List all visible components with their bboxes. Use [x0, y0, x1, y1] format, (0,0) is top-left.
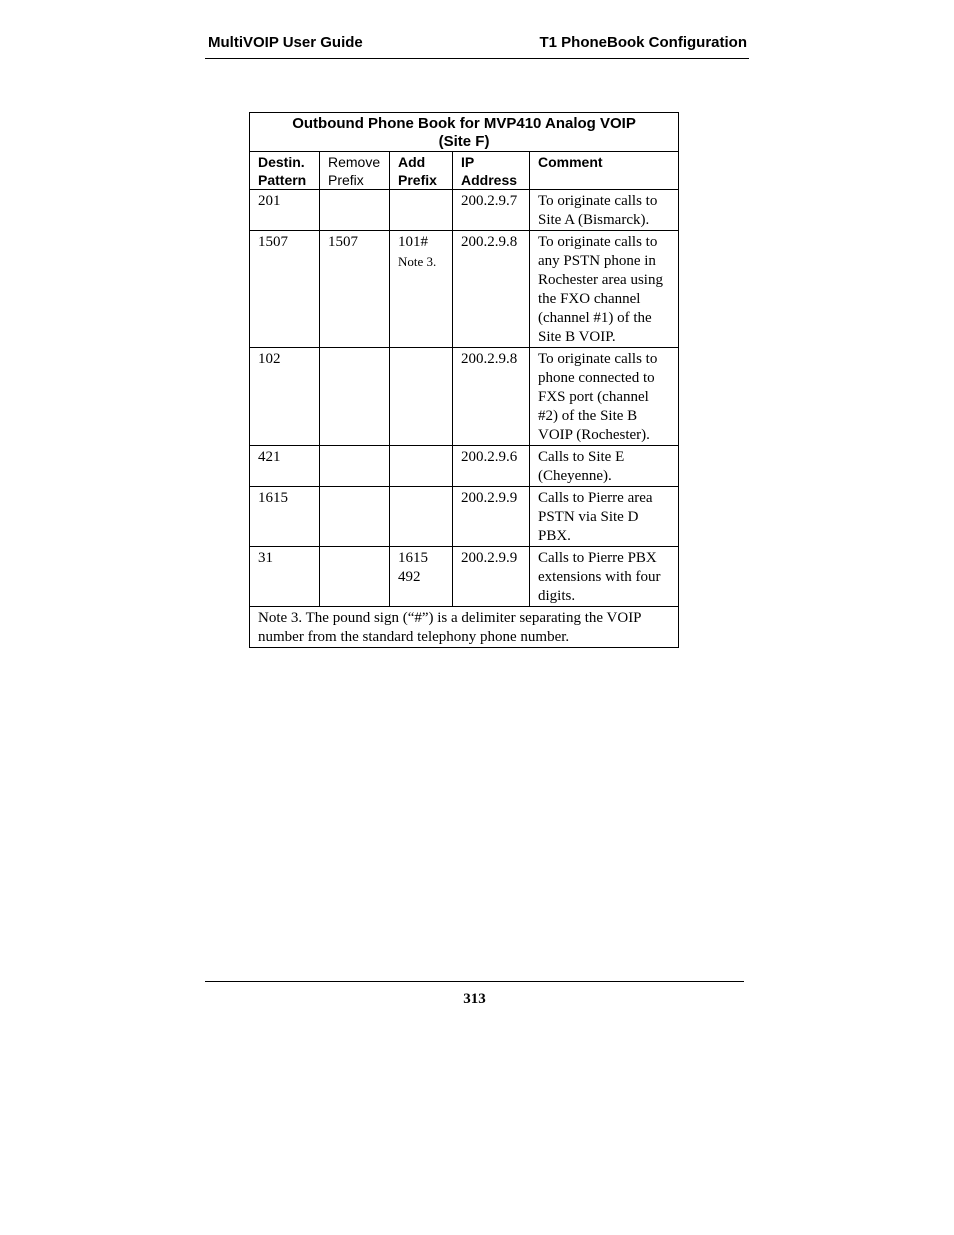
table-footnote: Note 3. The pound sign (“#”) is a delimiter separating the VOIP number from the standard telephony phone number.: [250, 607, 679, 648]
cell-destin: 1507: [250, 231, 320, 348]
cell-comment: Calls to Site E (Cheyenne).: [530, 446, 679, 487]
cell-ip: 200.2.9.7: [453, 190, 530, 231]
cell-add: [390, 190, 453, 231]
table-title: [250, 113, 679, 152]
cell-remove: [320, 446, 390, 487]
table-title-line1: Outbound Phone Book for MVP410 Analog VOIP: [292, 115, 636, 132]
cell-comment: Calls to Pierre area PSTN via Site D PBX.: [530, 487, 679, 547]
cell-ip: 200.2.9.8: [453, 348, 530, 446]
cell-destin: 421: [250, 446, 320, 487]
cell-comment: To originate calls to any PSTN phone in Rochester area using the FXO channel (channel #1) of the Site B VOIP.: [530, 231, 679, 348]
cell-comment: To originate calls to phone connected to FXS port (channel #2) of the Site B VOIP (Rochester).: [530, 348, 679, 446]
cell-ip: 200.2.9.6: [453, 446, 530, 487]
table-title-row: [250, 113, 679, 152]
cell-remove: [320, 487, 390, 547]
cell-ip: 200.2.9.8: [453, 231, 530, 348]
column-header-row: [250, 152, 679, 190]
table-title-line2: (Site F): [438, 133, 490, 150]
table-row: [250, 487, 679, 547]
cell-destin: 102: [250, 348, 320, 446]
cell-remove: 1507: [320, 231, 390, 348]
cell-ip: 200.2.9.9: [453, 547, 530, 607]
cell-destin: 201: [250, 190, 320, 231]
outbound-phone-book-table: [249, 112, 679, 648]
header-guide-title: MultiVOIP User Guide: [208, 34, 363, 51]
page-number: 313: [463, 991, 486, 1007]
table-row: [250, 348, 679, 446]
header-section-title: T1 PhoneBook Configuration: [539, 34, 747, 51]
cell-add: [390, 348, 453, 446]
column-header-add-prefix: Add Prefix: [390, 152, 453, 190]
cell-ip: 200.2.9.9: [453, 487, 530, 547]
cell-remove: [320, 348, 390, 446]
table-row: [250, 231, 679, 348]
cell-destin: 1615: [250, 487, 320, 547]
footer-divider: [205, 981, 744, 982]
column-header-comment: Comment: [530, 152, 679, 190]
table-note-row: [250, 607, 679, 648]
cell-add: 101# Note 3.: [390, 231, 453, 348]
cell-comment: To originate calls to Site A (Bismarck).: [530, 190, 679, 231]
cell-remove: [320, 547, 390, 607]
cell-add: [390, 487, 453, 547]
add-prefix-note: Note 3.: [398, 254, 437, 269]
cell-comment: Calls to Pierre PBX extensions with four digits.: [530, 547, 679, 607]
cell-add: 1615 492: [390, 547, 453, 607]
page-header: [205, 33, 749, 59]
column-header-remove-prefix: Remove Prefix: [320, 152, 390, 190]
cell-remove: [320, 190, 390, 231]
column-header-ip-address: IP Address: [453, 152, 530, 190]
cell-add: [390, 446, 453, 487]
table-row: [250, 190, 679, 231]
table-row: [250, 446, 679, 487]
cell-destin: 31: [250, 547, 320, 607]
column-header-destin-pattern: Destin. Pattern: [250, 152, 320, 190]
table-row: [250, 547, 679, 607]
